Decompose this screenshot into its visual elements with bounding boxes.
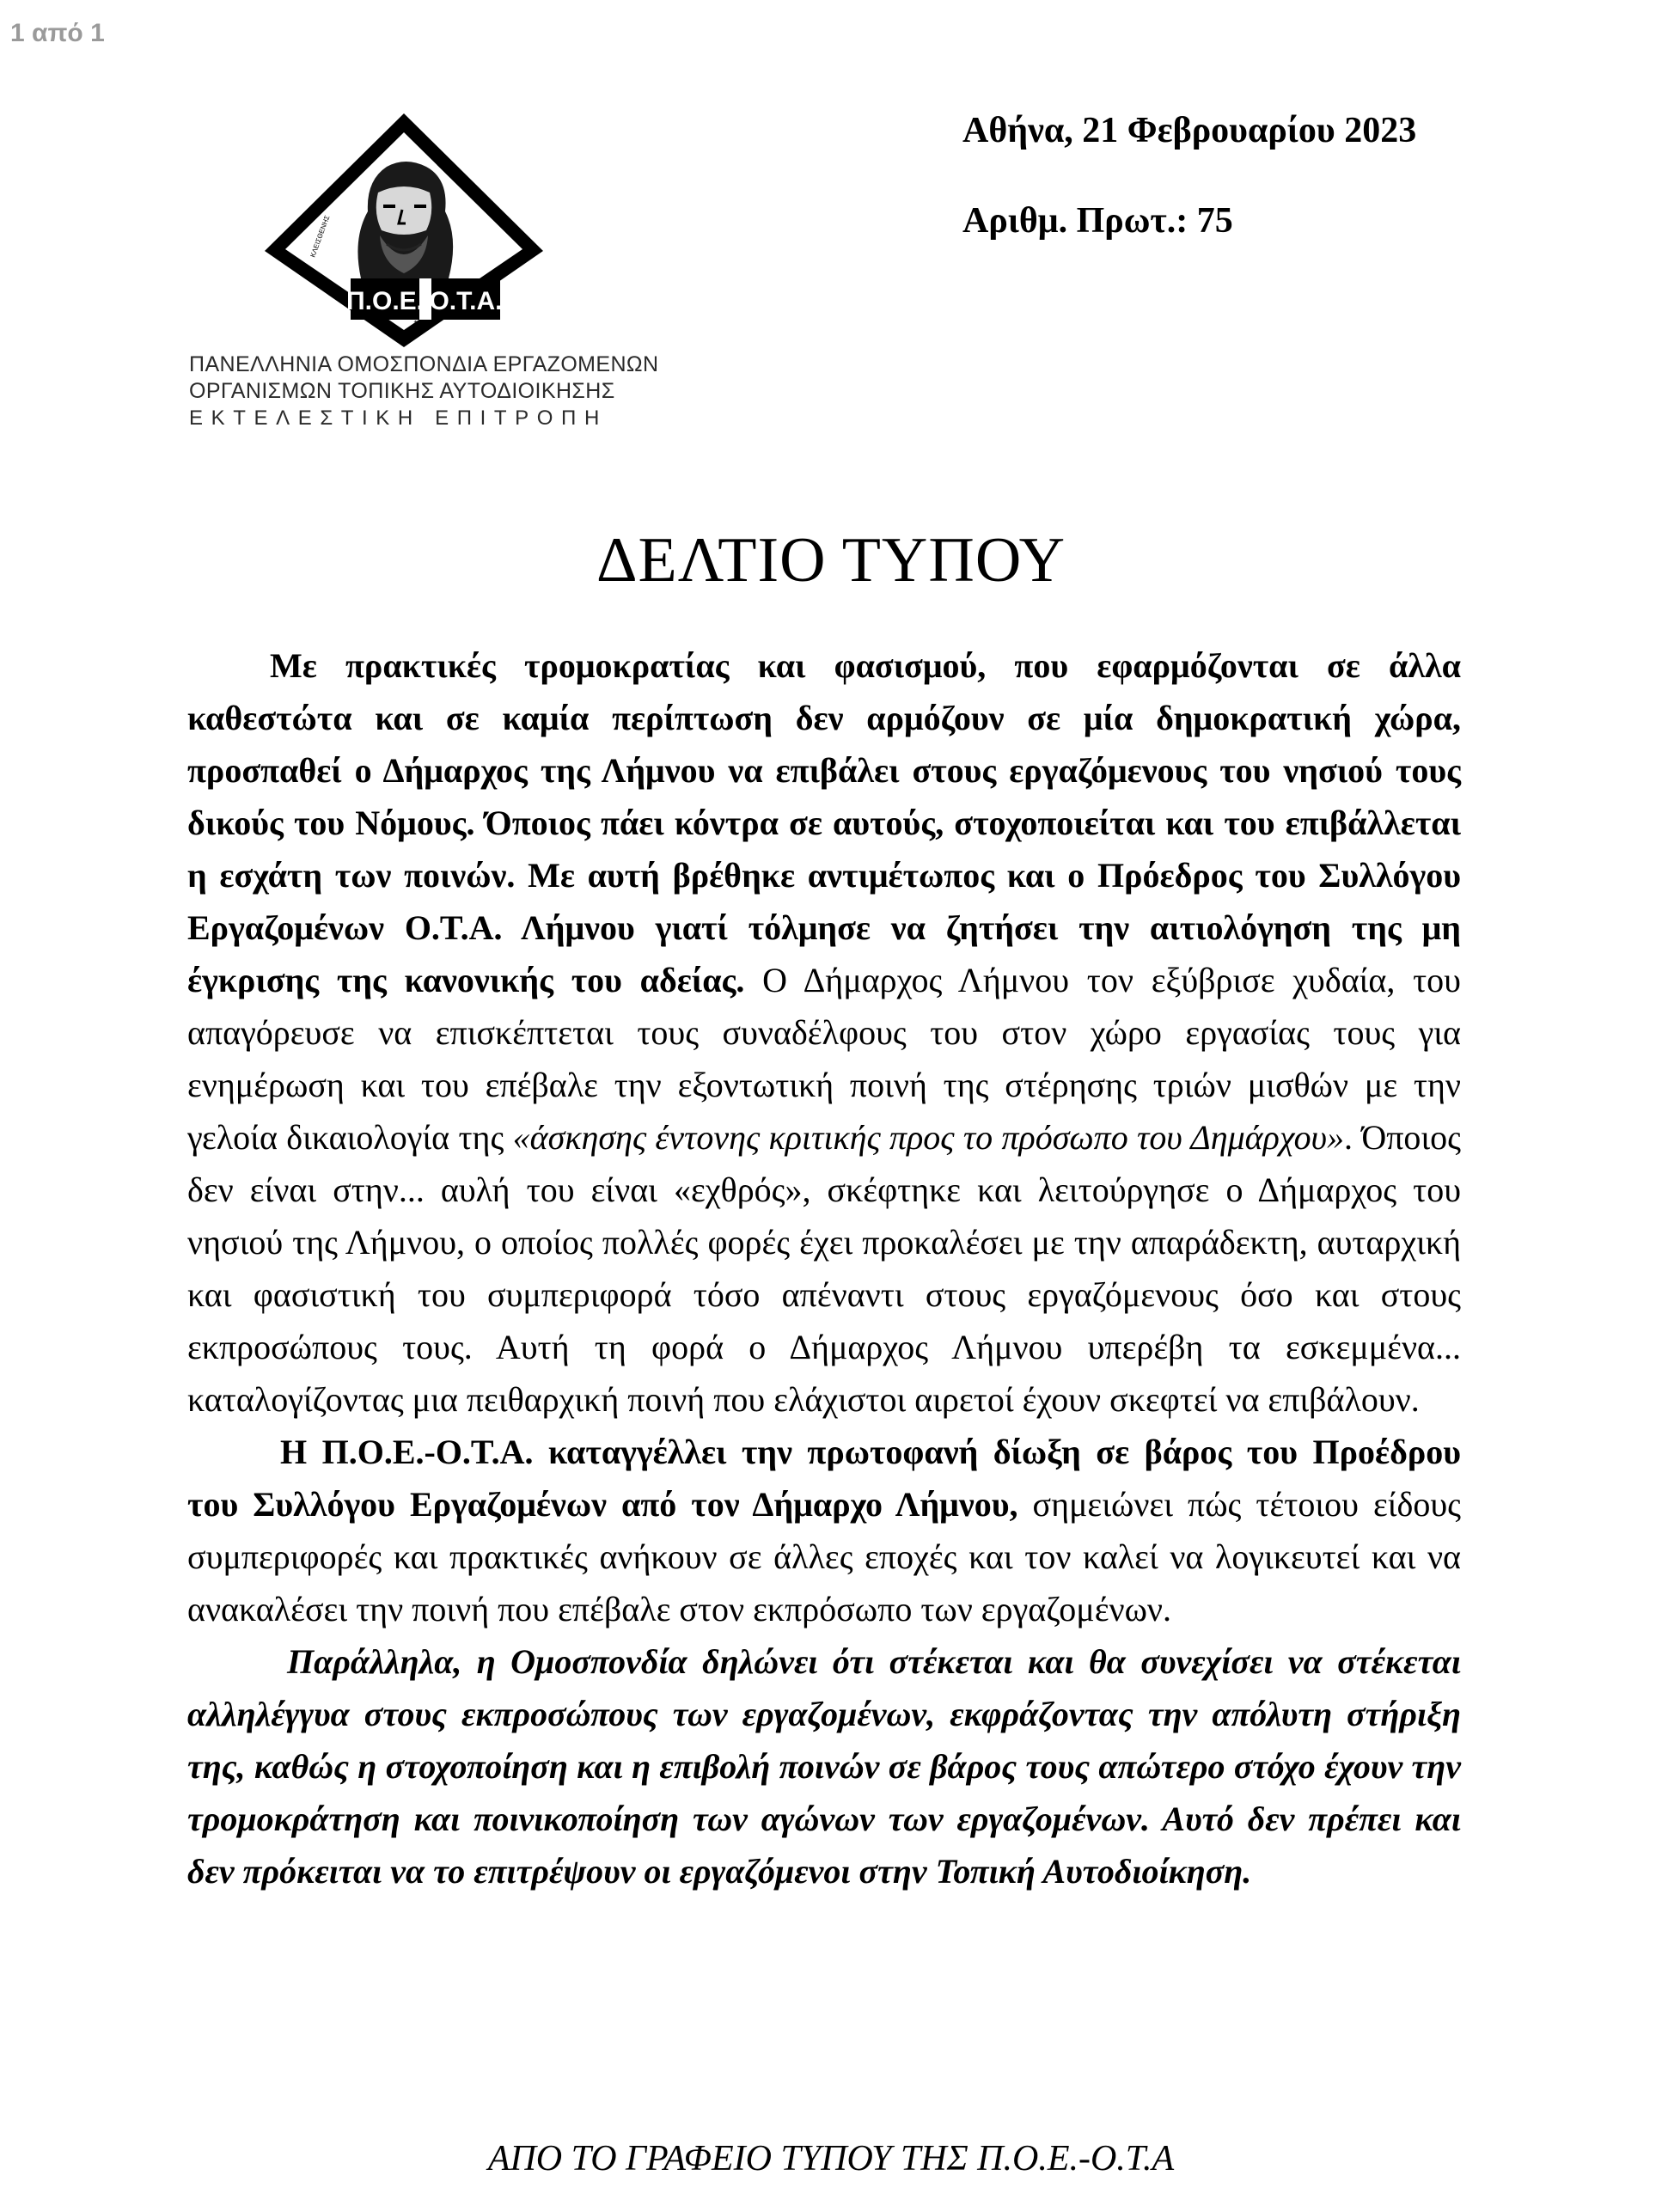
org-name-line1: ΠΑΝΕΛΛΗΝΙΑ ΟΜΟΣΠΟΝΔΙΑ ΕΡΓΑΖΟΜΕΝΩΝ [189,352,659,376]
paragraph-1-italic-quote: «άσκησης έντονης κριτικής προς το πρόσωπο του Δημάρχου» [512,1118,1344,1157]
org-name-line2: ΟΡΓΑΝΙΣΜΩΝ ΤΟΠΙΚΗΣ ΑΥΤΟΔΙΟΙΚΗΣΗΣ [189,379,615,403]
paragraph-1-text-a: Ο Δήμαρχος Λήμνου τον εξύβρισε χυδαία, του απαγόρευσε να επισκέπτεται τους συναδέλφους του στον χώρο εργασίας τους για ενημέρωση και του επέβαλε την εξοντωτική ποινή της στέρησης τριών μισθών με την γελοία δικαιολογία της [187,961,1461,1157]
logo-banner-left: Π.Ο.Ε. [345,287,425,315]
paragraph-1-text-b: . Όποιος δεν είναι στην... αυλή του είναι «εχθρός», σκέφτηκε και λειτούργησε ο Δήμαρχος του νησιού της Λήμνου, ο οποίος πολλές φορές έχει προκαλέσει με την απαράδεκτη, αυταρχική και φασιστική του συμπεριφορά τόσο απέναντι στους εργαζόμενους όσο και στους εκπροσώπους τους. Αυτή τη φορά ο Δήμαρχος Λήμνου υπερέβη τα εσκεμμένα... καταλογίζοντας μια πειθαρχική ποινή που ελάχιστοι αιρετοί έχουν σκεφτεί να επιβάλουν. [187,1118,1462,1419]
page-indicator: 1 από 1 [10,19,105,47]
press-office-signature: ΑΠΟ ΤΟ ΓΡΑΦΕΙΟ ΤΥΠΟΥ ΤΗΣ Π.Ο.Ε.-Ο.Τ.Α [487,2139,1175,2178]
paragraph-2-text: σημειώνει πώς τέτοιου είδους συμπεριφορές και πρακτικές ανήκουν σε άλλες εποχές και τον καλεί να λογικευτεί και να ανακαλέσει την ποινή που επέβαλε στον εκπρόσωπο των εργαζομένων. [187,1485,1461,1628]
document-date: Αθήνα, 21 Φεβρουαρίου 2023 [962,111,1417,150]
paragraph-2-bold: Η Π.Ο.Ε.-Ο.Τ.Α. καταγγέλλει την πρωτοφανή δίωξη σε βάρος του Προέδρου του Συλλόγου Εργαζομένων από τον Δήμαρχο Λήμνου, [187,1433,1461,1524]
logo-banner-right: Ο.Τ.Α. [429,287,503,315]
document-body [187,639,1461,1897]
paragraph-3 [187,1635,1461,1897]
document-title: ΔΕΛΤΙΟ ΤΥΠΟΥ [596,525,1066,596]
paragraph-3-bold-italic: Παράλληλα, η Ομοσπονδία δηλώνει ότι στέκεται και θα συνεχίσει να στέκεται αλληλέγγυα στους εκπροσώπους των εργαζομένων, εκφράζοντας την απόλυτη στήριξη της, καθώς η στοχοποίηση και η επιβολή ποινών σε βάρος τους απώτερο στόχο έχουν την τρομοκράτηση και ποινικοποίηση των αγώνων των εργαζομένων. Αυτό δεν πρέπει και δεν πρόκειται να το επιτρέψουν οι εργαζόμενοι στην Τοπική Αυτοδιοίκηση. [187,1642,1461,1891]
poe-ota-bust-logo-icon [258,110,550,351]
org-committee: ΕΚΤΕΛΕΣΤΙΚΗ ΕΠΙΤΡΟΠΗ [189,406,608,430]
logo-border-text: ΚΛΕΙΣΘΕΝΗΣ [309,214,332,259]
paragraph-2 [187,1426,1461,1635]
paragraph-1 [187,639,1461,1426]
protocol-number: Αριθμ. Πρωτ.: 75 [962,201,1233,241]
paragraph-1-bold: Με πρακτικές τρομοκρατίας και φασισμού, που εφαρμόζονται σε άλλα καθεστώτα και σε καμία περίπτωση δεν αρμόζουν σε μία δημοκρατική χώρα, προσπαθεί ο Δήμαρχος της Λήμνου να επιβάλει στους εργαζόμενους του νησιού τους δικούς του Νόμους. Όποιος πάει κόντρα σε αυτούς, στοχοποιείται και του επιβάλλεται η εσχάτη των ποινών. Με αυτή βρέθηκε αντιμέτωπος και ο Πρόεδρος του Συλλόγου Εργαζομένων Ο.Τ.Α. Λήμνου γιατί τόλμησε να ζητήσει την αιτιολόγηση της μη έγκρισης της κανονικής του αδείας. [187,646,1461,999]
logo-year: 1950 [412,320,433,329]
